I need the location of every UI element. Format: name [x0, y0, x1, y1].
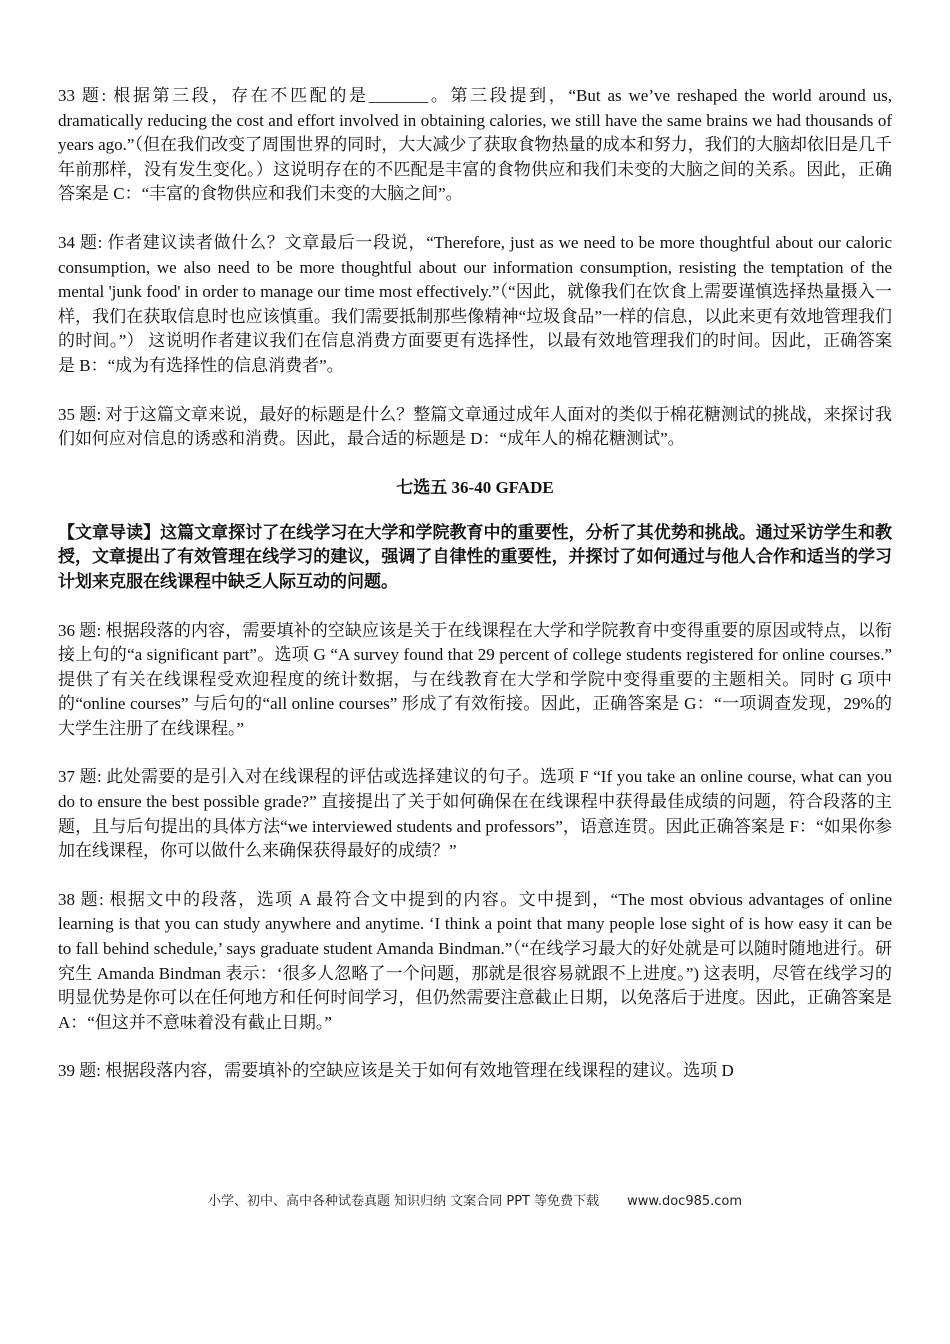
- answer-33: 33 题: 根据第三段，存在不匹配的是_______。第三段提到，“But as we’ve reshaped the world around us, dramatically reducing the cost and effort involved in obtaining calories, we still have the same brains we had thousands of years ago.”（但在我们改变了周围世界的同时，大大减少了获取食物热量的成本和努力，我们的大脑却依旧是几千年前那样，没有发生变化。）这说明存在的不匹配是丰富的食物供应和我们未变的大脑之间的关系。因此，正确答案是 C：“丰富的食物供应和我们未变的大脑之间”。: [58, 86, 892, 204]
- footer-website-link[interactable]: www.doc985.com: [627, 1194, 743, 1209]
- page-footer: [0, 1190, 950, 1209]
- article-intro: 【文章导读】这篇文章探讨了在线学习在大学和学院教育中的重要性，分析了其优势和挑战。通过采访学生和教授，文章提出了有效管理在线学习的建议，强调了自律性的重要性，并探讨了如何通过与他人合作和适当的学习计划来克服在线课程中缺乏人际互动的问题。: [58, 522, 892, 591]
- answer-34: 34 题: 作者建议读者做什么？文章最后一段说，“Therefore, just as we need to be more thoughtful about our caloric consumption, we also need to be more thoughtful about our information consumption, resisting the temptation of the mental 'junk food' in order to manage our time most effectively.”（“因此，就像我们在饮食上需要谨慎选择热量摄入一样，我们在获取信息时也应该慎重。我们需要抵制那些像精神“垃圾食品”一样的信息，以此来更有效地管理我们的时间。”） 这说明作者建议我们在信息消费方面要更有选择性，以最有效地管理我们的时间。因此，正确答案是 B：“成为有选择性的信息消费者”。: [58, 232, 892, 375]
- document-body: [58, 84, 892, 1108]
- answer-38: 38 题: 根据文中的段落，选项 A 最符合文中提到的内容。文中提到，“The most obvious advantages of online learning is that you can study anywhere and anytime. ‘I think a point that many people lose sight of is how easy it can be to fall behind schedule,’ says graduate student Amanda Bindman.”（“在线学习最大的好处就是可以随时随地进行。研究生 Amanda Bindman 表示：‘很多人忽略了一个问题，那就是很容易就跟不上进度。”) 这表明，尽管在线学习的明显优势是你可以在任何地方和任何时间学习，但仍然需要注意截止日期，以免落后于进度。因此，正确答案是 A：“但这并不意味着没有截止日期。”: [58, 889, 892, 1032]
- answer-39: 39 题: 根据段落内容，需要填补的空缺应该是关于如何有效地管理在线课程的建议。选项 D: [58, 1061, 734, 1081]
- answer-35: 35 题: 对于这篇文章来说，最好的标题是什么？整篇文章通过成年人面对的类似于棉花糖测试的挑战，来探讨我们如何应对信息的诱惑和消费。因此，最合适的标题是 D：“成年人的棉花糖测试”。: [58, 404, 892, 449]
- footer-text: 小学、初中、高中各种试卷真题 知识归纳 文案合同 PPT 等免费下载: [207, 1194, 600, 1209]
- answer-36: 36 题: 根据段落的内容，需要填补的空缺应该是关于在线课程在大学和学院教育中变得重要的原因或特点，以衔接上句的“a significant part”。选项 G “A survey found that 29 percent of college students registered for online courses.” 提供了有关在线课程受欢迎程度的统计数据，与在线教育在大学和学院中变得重要的主题相关。同时 G 项中的“online courses” 与后句的“all online courses” 形成了有效衔接。因此，正确答案是 G：“一项调查发现，29%的大学生注册了在线课程。”: [58, 620, 892, 738]
- section-heading: 七选五 36-40 GFADE: [396, 477, 554, 497]
- answer-37: 37 题: 此处需要的是引入对在线课程的评估或选择建议的句子。选项 F “If you take an online course, what can you do to ensure the best possible grade?” 直接提出了关于如何确保在在线课程中获得最佳成绩的问题，符合段落的主题，且与后句提出的具体方法“we interviewed students and professors”，语意连贯。因此正确答案是 F：“如果你参加在线课程，你可以做什么来确保获得最好的成绩？”: [58, 767, 892, 861]
